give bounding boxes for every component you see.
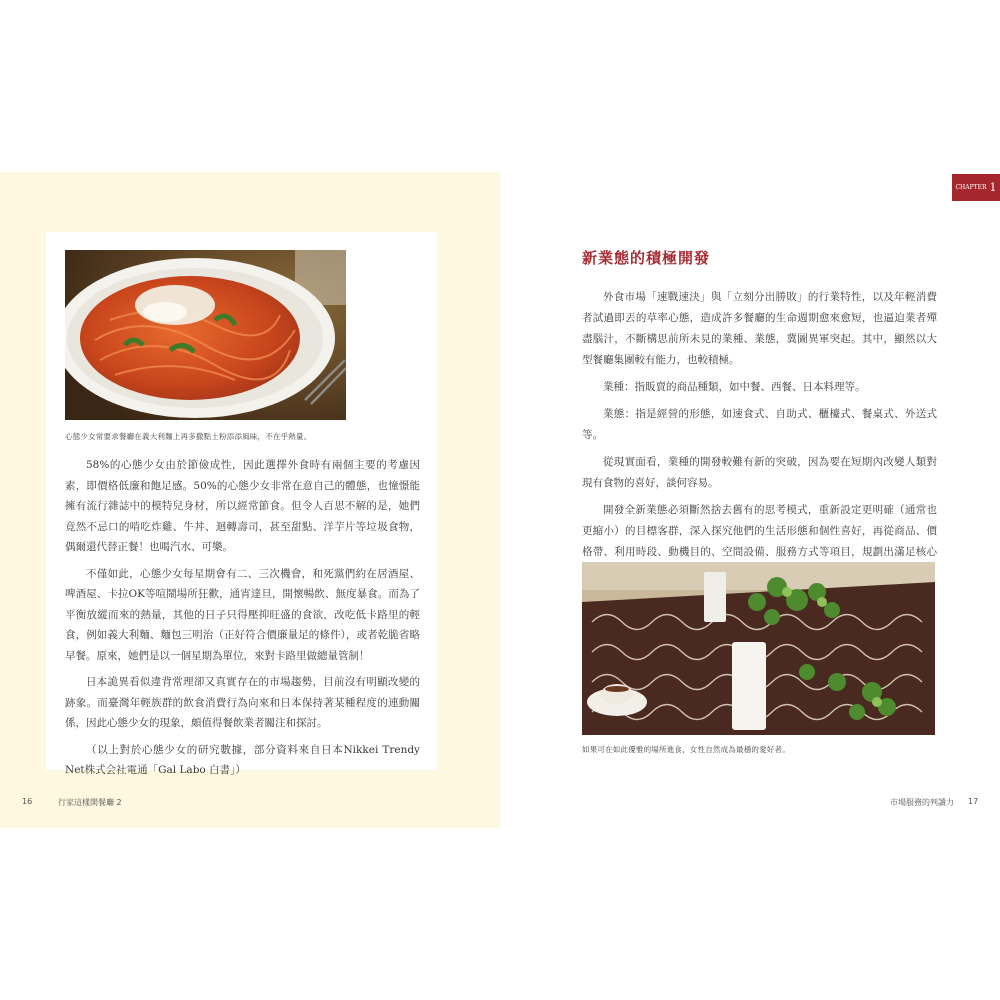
paragraph: 開發全新業態必須斷然捨去舊有的思考模式，重新設定更明確（通常也更縮小）的目標客群，深入探究他們的生活形態和個性喜好，再從商品、價格帶、利用時段、動機目的、空間設備、服務方式等項目，規劃出滿足核心	[582, 504, 937, 558]
left-page	[0, 172, 500, 828]
photo-caption: 心態少女常要求餐廳在義大利麵上再多撒點土粉添添風味，不在乎熱量。	[65, 432, 312, 441]
paragraph: 不僅如此，心態少女每星期會有二、三次機會，和死黨們約在居酒屋、啤酒屋、卡拉OK等喧鬧場所狂歡，通宵達旦，開懷暢飲、無度暴食。而為了平衡放縱而來的熱量，其他的日子只得壓抑旺盛的食欲，改吃低卡路里的輕食，例如義大利麵、麵包三明治（正好符合價廉量足的條件），或者乾脆省略早餐。原來，她們是以一個星期為單位，來對卡路里做總量管制！	[65, 567, 420, 662]
right-page	[500, 172, 1000, 828]
paragraph: 日本詭異看似違背常理卻又真實存在的市場趨勢，目前沒有明顯改變的跡象。而臺灣年輕族群的飲食消費行為向來和日本保持著某種程度的連動關係，因此心態少女的現象，頗值得餐飲業者關注和探討。	[65, 676, 420, 729]
page-number-right: 17	[968, 797, 979, 806]
right-body-text	[582, 287, 937, 590]
chapter-label: CHAPTER	[955, 184, 987, 191]
paragraph: 業態：指是經營的形態，如速食式、自助式、櫃檯式、餐桌式、外送式等。	[582, 408, 937, 441]
table-setting-photo	[582, 562, 935, 735]
spaghetti-photo	[65, 250, 346, 420]
section-heading: 新業態的積極開發	[582, 249, 711, 267]
running-title-left: 行家這樣開餐廳 2	[58, 798, 122, 807]
chapter-tab	[952, 174, 1000, 201]
paragraph: 業種：指販賣的商品種類，如中餐、西餐、日本料理等。	[603, 381, 866, 393]
book-spread	[0, 172, 1000, 828]
paragraph: 58%的心態少女由於節儉成性，因此選擇外食時有兩個主要的考慮因素，即價格低廉和飽足感。50%的心態少女非常在意自己的體態，也憧憬能擁有流行雜誌中的模特兒身材，所以經常節食。但令人百思不解的是，她們竟然不忌口的啃吃炸雞、牛丼、迴轉壽司，甚至甜點、洋芋片等垃圾食物，偶爾還代替正餐！也喝汽水、可樂。	[65, 459, 420, 553]
paragraph: （以上對於心態少女的研究數據，部分資料來自日本Nikkei Trendy Net株式会社電通「Gal Labo 白書」）	[65, 743, 420, 776]
page-number-left: 16	[22, 797, 33, 806]
paragraph: 從現實面看，業種的開發較難有新的突破，因為要在短期內改變人類對現有食物的喜好，談何容易。	[582, 456, 937, 489]
chapter-number: 1	[989, 181, 997, 194]
paragraph: 外食市場「速戰速決」與「立刻分出勝敗」的行業特性，以及年輕消費者試過即丟的草率心態，造成許多餐廳的生命週期愈來愈短，也逼迫業者殫盡腦汁，不斷構思前所未見的業種、業態，冀圖異軍突起。其中，顯然以大型餐廳集團較有能力，也較積極。	[582, 291, 937, 366]
photo-caption: 如果可在如此優雅的場所進食，女性自然成為最穩的愛好者。	[582, 745, 790, 754]
left-body-text	[65, 455, 420, 787]
running-title-right: 市場服務的判讀力	[890, 798, 954, 807]
sidebar-panel	[46, 232, 437, 776]
